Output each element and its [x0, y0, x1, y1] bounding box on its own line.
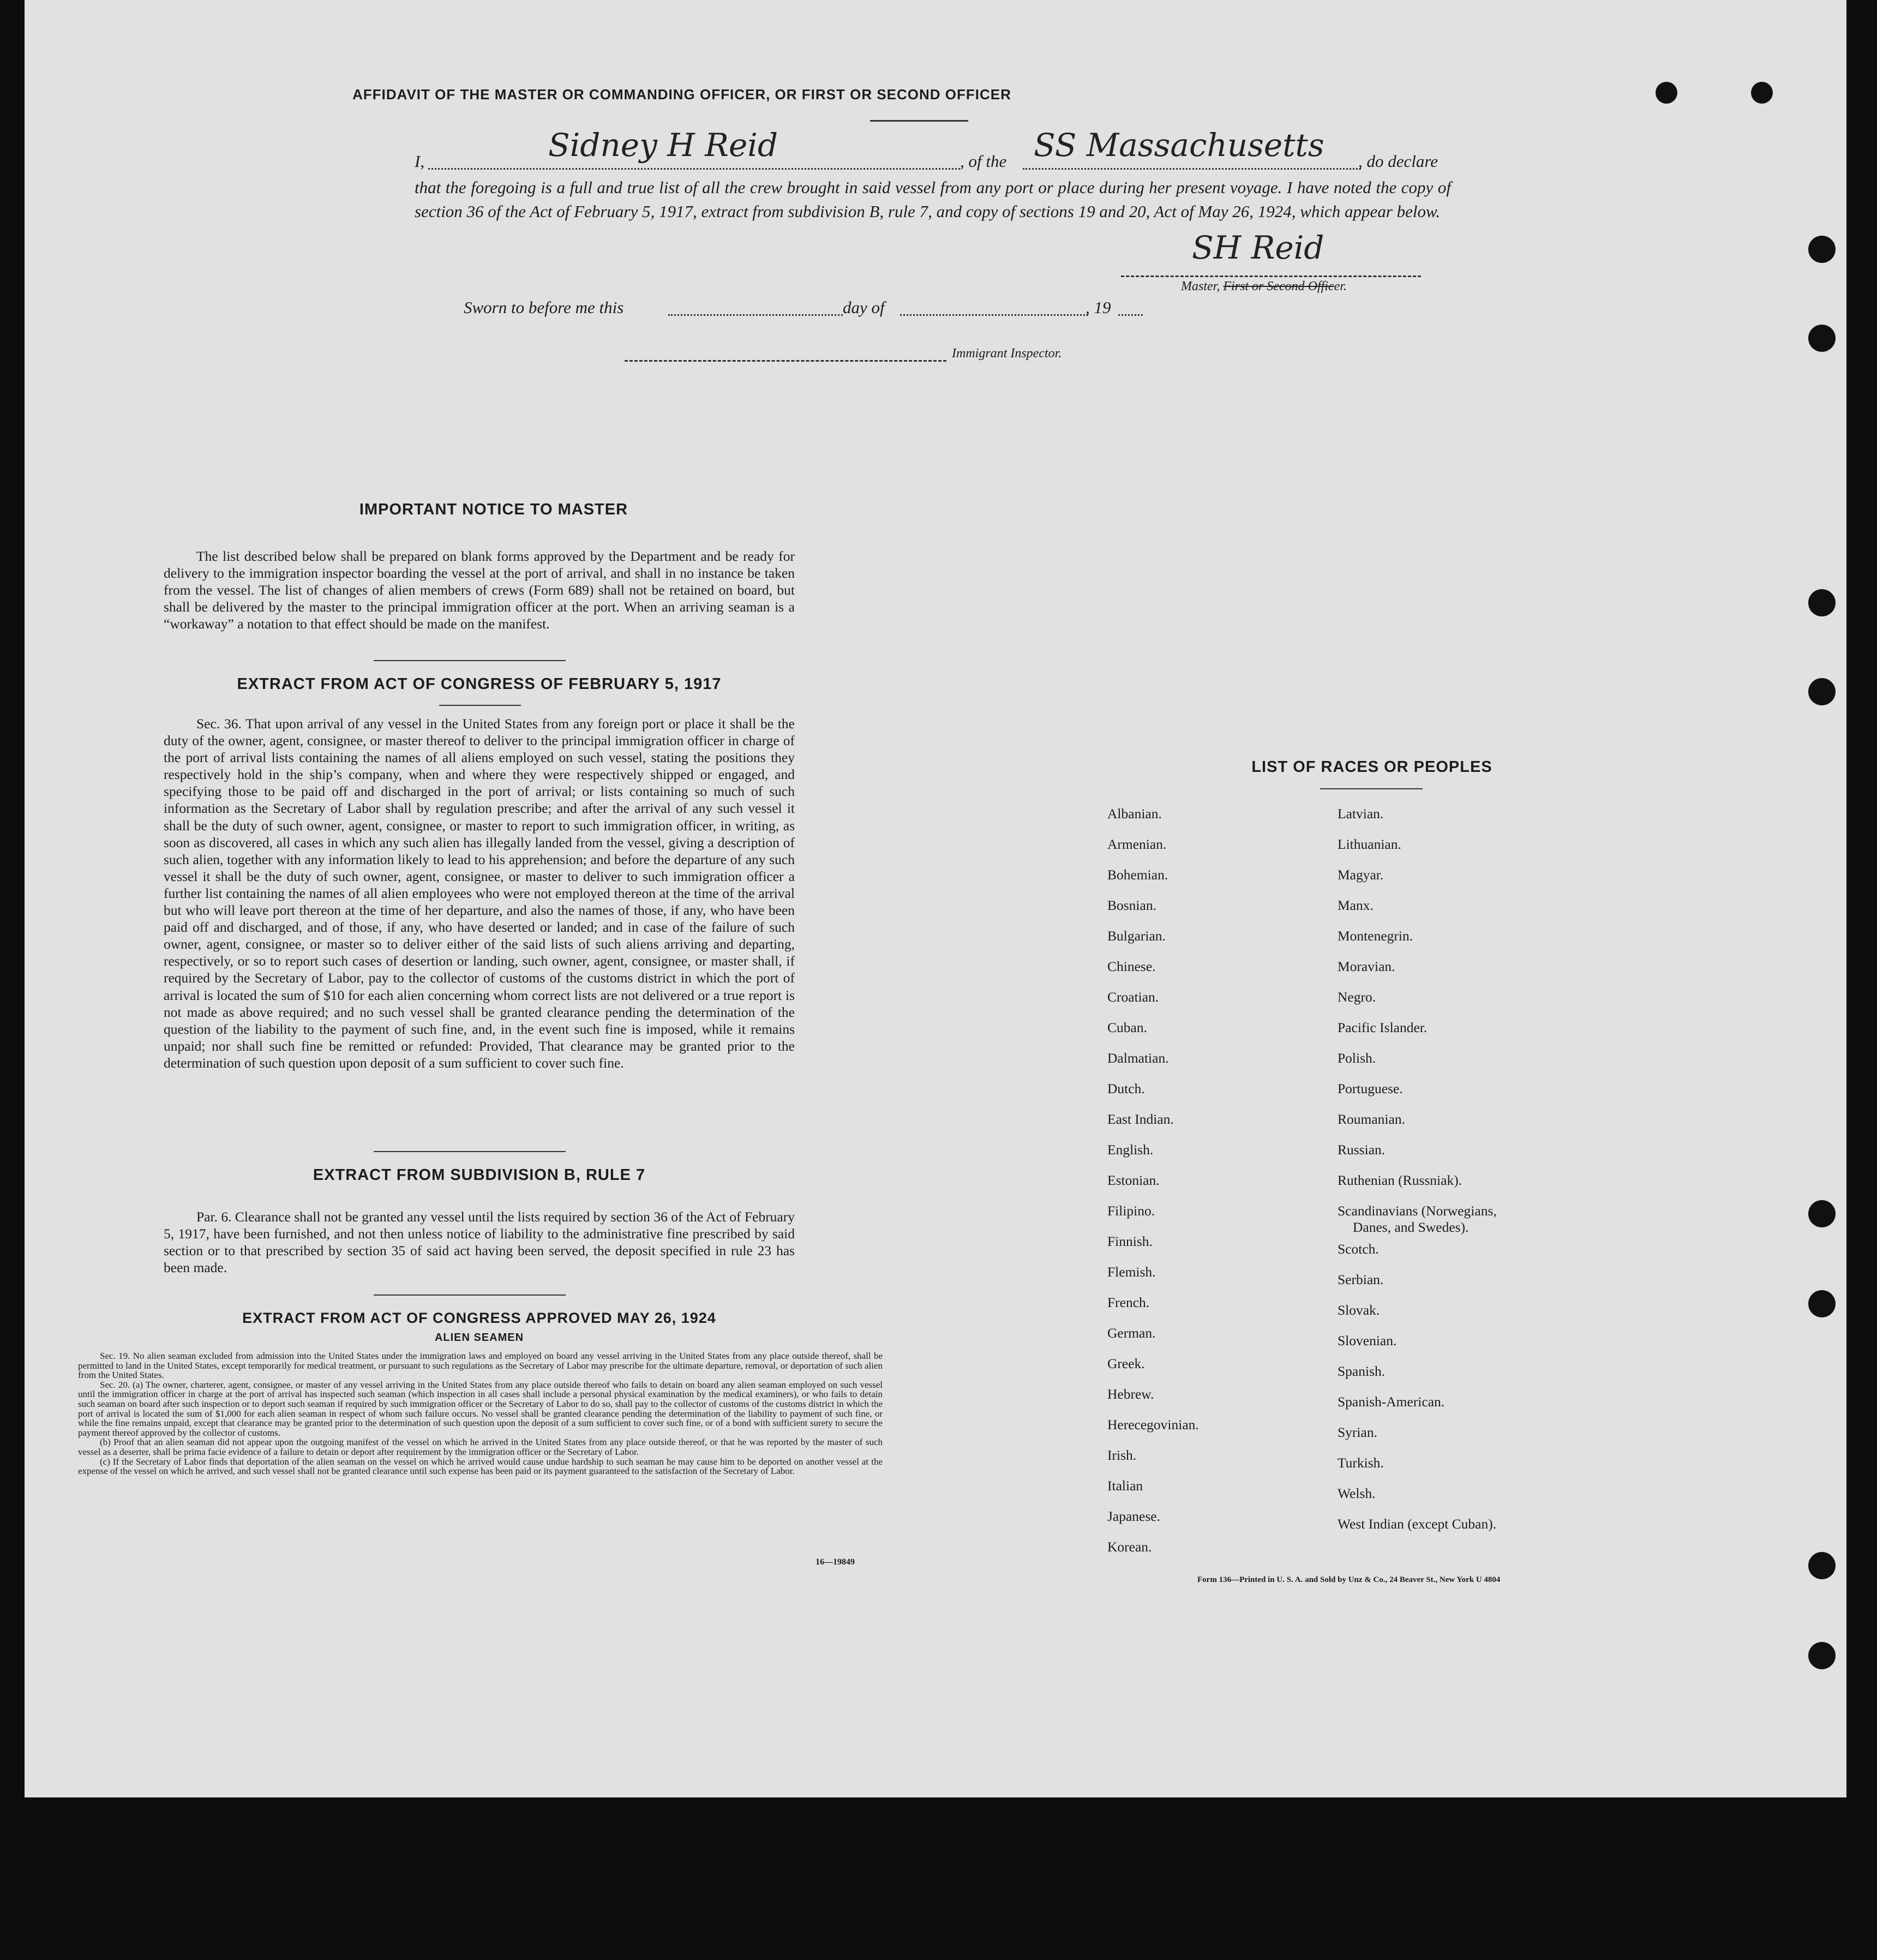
- race-item: Polish.: [1338, 1050, 1376, 1066]
- race-item: Finnish.: [1107, 1233, 1153, 1249]
- punch-hole: [1656, 82, 1677, 104]
- punch-hole: [1808, 325, 1836, 352]
- sworn-year: , 19: [1086, 298, 1111, 317]
- race-item: Filipino.: [1107, 1203, 1155, 1219]
- section-divider: [374, 660, 566, 661]
- race-item: Dutch.: [1107, 1081, 1145, 1096]
- affidavit-paragraph: that the foregoing is a full and true list of all the crew brought in said vessel from any port or place during her present voyage. I have noted the copy of section 36 of the Act of February 5, 1917, extract from subdivision B, rule 7, and copy of sections 19 and 20, Act of May 26, 1924, which appear below.: [415, 178, 1451, 221]
- race-item: Albanian.: [1107, 806, 1162, 822]
- punch-hole: [1808, 1290, 1836, 1317]
- inspector-label: Immigrant Inspector.: [952, 346, 1062, 361]
- race-item: Bulgarian.: [1107, 928, 1166, 944]
- race-item: Italian: [1107, 1478, 1143, 1494]
- sec-20c-text: (c) If the Secretary of Labor finds that deportation of the alien seaman on the vessel on which he arrived would cause undue hardship to such seaman he may cause him to be deported on another vessel at the expense of the vessel on which he arrived, and such vessel shall not be granted clearance until such expense has been paid or its payment guaranteed to the satisfaction of the Secretary of Labor.: [78, 1456, 883, 1477]
- extract-1924-text: [78, 1351, 883, 1476]
- extract-1924-title: EXTRACT FROM ACT OF CONGRESS APPROVED MAY 26, 1924: [242, 1310, 716, 1326]
- race-item: Herecegovinian.: [1107, 1417, 1199, 1432]
- race-item: Scotch.: [1338, 1241, 1379, 1257]
- sec-20b-text: (b) Proof that an alien seaman did not appear upon the outgoing manifest of the vessel on which he arrived in the United States from any place outside thereof, or that he was reported by the master of such vessel as a deserter, shall be prima facie evidence of a failure to detain or deport after requirement by the immigration officer or the Secretary of Labor.: [78, 1437, 883, 1457]
- race-item: Serbian.: [1338, 1272, 1384, 1287]
- race-item: Chinese.: [1107, 958, 1156, 974]
- race-item: Spanish.: [1338, 1363, 1386, 1379]
- rule-7-text: Par. 6. Clearance shall not be granted any vessel until the lists required by section 36 of the Act of February 5, 1917, have been furnished, and not then unless notice of liability to the administrative fine prescribed by said section or to that prescribed by section 35 of said act having been served, the deposit specified in rule 23 has been made.: [164, 1209, 795, 1276]
- sworn-prefix: Sworn to before me this: [464, 298, 624, 317]
- race-item: Ruthenian (Russniak).: [1338, 1172, 1462, 1188]
- race-item: Greek.: [1107, 1356, 1145, 1371]
- race-item: Croatian.: [1107, 989, 1159, 1005]
- race-item: Hebrew.: [1107, 1386, 1154, 1402]
- race-item: Russian.: [1338, 1142, 1386, 1158]
- punch-hole: [1808, 1642, 1836, 1669]
- caption-struck: First or Second Offic: [1223, 279, 1334, 293]
- race-item: Korean.: [1107, 1539, 1152, 1555]
- signature-line: [1121, 275, 1421, 277]
- race-item: Portuguese.: [1338, 1081, 1403, 1096]
- race-item: Syrian.: [1338, 1424, 1377, 1440]
- punch-hole: [1808, 589, 1836, 616]
- vessel-name-handwriting: SS Massachusetts: [1034, 127, 1324, 164]
- race-item: Turkish.: [1338, 1455, 1384, 1471]
- race-item: Slovenian.: [1338, 1333, 1397, 1348]
- affidavit-title: AFFIDAVIT OF THE MASTER OR COMMANDING OFFICER, OR FIRST OR SECOND OFFICER: [352, 86, 1011, 103]
- section-divider: [374, 1151, 566, 1152]
- extract-1924-subtitle: ALIEN SEAMEN: [434, 1332, 524, 1344]
- race-item: Dalmatian.: [1107, 1050, 1169, 1066]
- rule-7-title: EXTRACT FROM SUBDIVISION B, RULE 7: [313, 1166, 646, 1184]
- sworn-year-blank: [1118, 314, 1143, 316]
- race-item: Japanese.: [1107, 1508, 1160, 1524]
- punch-hole: [1808, 1200, 1836, 1227]
- sworn-month-blank: [900, 314, 1088, 316]
- race-item: Flemish.: [1107, 1264, 1156, 1280]
- affidavit-do-declare: , do declare: [1358, 152, 1438, 171]
- race-item: Manx.: [1338, 897, 1374, 913]
- race-item: Latvian.: [1338, 806, 1384, 822]
- race-item: English.: [1107, 1142, 1154, 1158]
- race-item: Welsh.: [1338, 1485, 1376, 1501]
- sec-20a-text: Sec. 20. (a) The owner, charterer, agent, consignee, or master of any vessel arriving in the United States from any place outside thereof who fails to detain on board any alien seaman employed on such vessel until the immigration officer in charge at the port of arrival has inspected such seaman (which inspection in all cases shall include a personal physical examination by the medical examiners), or who fails to detain such seaman on board after such inspection or to deport such seaman if required by such immigration officer or the Secretary of Labor to do so, shall pay to the collector of customs of the customs district in which the port of arrival is located the sum of $1,000 for each alien seaman in respect of whom such failure occurs. No vessel shall be granted clearance pending the determination of the liability to payment of such fine, or while the fine remains unpaid, except that clearance may be granted prior to the determination of such question upon the deposit of a sum sufficient to cover such fine, or of a bond with sufficient surety to secure the payment thereof approved by the collector of customs.: [78, 1379, 883, 1438]
- caption-master: Master,: [1181, 279, 1224, 293]
- notice-text: The list described below shall be prepared on blank forms approved by the Department and be ready for delivery to the immigration inspector boarding the vessel at the port of arrival, and shall in no instance be taken from the vessel. The list of changes of alien members of crews (Form 689) shall not be retained on board, but shall be delivered by the master to the principal immigration officer at the port. When an arriving seaman is a “workaway” a notation to that effect should be made on the manifest.: [164, 548, 795, 632]
- punch-hole: [1808, 678, 1836, 705]
- race-item: Estonian.: [1107, 1172, 1160, 1188]
- punch-hole: [1808, 1552, 1836, 1579]
- race-item: French.: [1107, 1294, 1150, 1310]
- race-item: Cuban.: [1107, 1020, 1147, 1035]
- form-printer-note: Form 136—Printed in U. S. A. and Sold by Unz & Co., 24 Beaver St., New York U 4804: [1197, 1575, 1501, 1584]
- affidavit-of-the: , of the: [960, 152, 1007, 171]
- race-item: Moravian.: [1338, 958, 1395, 974]
- race-item: Armenian.: [1107, 836, 1167, 852]
- punch-hole: [1751, 82, 1773, 104]
- extract-1917-title: EXTRACT FROM ACT OF CONGRESS OF FEBRUARY 5, 1917: [237, 675, 722, 693]
- race-item: Slovak.: [1338, 1302, 1380, 1318]
- race-item: Bohemian.: [1107, 867, 1168, 883]
- race-item: Montenegrin.: [1338, 928, 1413, 944]
- race-item: Spanish-American.: [1338, 1394, 1445, 1410]
- title-divider: [1320, 788, 1423, 789]
- vessel-blank-line: [1023, 168, 1361, 170]
- sworn-day-of: day of: [843, 298, 885, 317]
- inspector-signature-line: [625, 360, 946, 362]
- races-title: LIST OF RACES OR PEOPLES: [1251, 758, 1492, 776]
- race-item: Danes, and Swedes).: [1353, 1219, 1469, 1235]
- race-item: Lithuanian.: [1338, 836, 1401, 852]
- name-blank-line: [428, 168, 960, 170]
- race-item: Magyar.: [1338, 867, 1384, 883]
- affidavit-i: I,: [415, 152, 425, 171]
- race-item: German.: [1107, 1325, 1156, 1341]
- race-item: Pacific Islander.: [1338, 1020, 1428, 1035]
- sec-19-text: Sec. 19. No alien seaman excluded from admission into the United States under the immigration laws and employed on board any vessel arriving in the United States from any place outside thereof, shall be permitted to land in the United States, except temporarily for medical treatment, or pursuant to such regulations as the Secretary of Labor may prescribe for the ultimate departure, removal, or deportation of such alien from the United States.: [78, 1351, 883, 1381]
- punch-hole: [1808, 236, 1836, 263]
- title-divider: [439, 705, 521, 706]
- extract-1917-text: Sec. 36. That upon arrival of any vessel in the United States from any foreign port or place it shall be the duty of the owner, agent, consignee, or master thereof to deliver to the principal immigration officer in charge of the port of arrival lists containing the names of all aliens employed on such vessel, stating the positions they respectively hold in the ship’s company, when and where they were respectively shipped or engaged, and specifying those to be paid off and discharged in the port of arrival; or lists containing so much of such information as the Secretary of Labor shall by regulation prescribe; and after the arrival of any such vessel it shall be the duty of such owner, agent, consignee, or master to report to such immigration officer, in writing, as soon as discovered, all cases in which any such alien has illegally landed from the vessel, giving a description of such alien, together with any information likely to lead to his apprehension; and before the departure of any such vessel it shall be the duty of such owner, agent, consignee, or master to deliver to such immigration officer a further list containing the names of all alien employees who were not employed thereon at the time of the arrival but who will leave port thereon at the time of her departure, and also the names of those, if any, who have been paid off and discharged, and of those, if any, who have deserted or landed; and in case of the failure of such owner, agent, consignee, or master so to deliver either of the said lists of such aliens arriving and departing, respectively, or so to report such cases of desertion or landing, such owner, agent, consignee, or master shall, if required by the Secretary of Labor, pay to the collector of customs of the customs district in which the port of arrival is located the sum of $10 for each alien concerning whom correct lists are not delivered or a true report is not made as above required; and no such vessel shall be granted clearance pending the determination of the question of the liability to the payment of such fine, and, in the event such fine is imposed, while it remains unpaid; nor shall such fine be remitted or refunded: Provided, That clearance may be granted prior to the determination of such question upon deposit of a sum sufficient to cover such fine.: [164, 716, 795, 1071]
- race-item: Bosnian.: [1107, 897, 1156, 913]
- master-signature: SH Reid: [1192, 229, 1324, 266]
- sworn-day-blank: [668, 314, 843, 316]
- form-code: 16—19849: [815, 1557, 855, 1567]
- race-item: Roumanian.: [1338, 1111, 1405, 1127]
- race-item: West Indian (except Cuban).: [1338, 1516, 1497, 1532]
- section-divider: [374, 1294, 566, 1296]
- document-page: [25, 0, 1846, 1797]
- race-item: Scandinavians (Norwegians,: [1338, 1203, 1497, 1219]
- title-divider: [870, 120, 968, 122]
- notice-title: IMPORTANT NOTICE TO MASTER: [359, 501, 628, 518]
- race-item: East Indian.: [1107, 1111, 1174, 1127]
- race-item: Negro.: [1338, 989, 1376, 1005]
- master-name-handwriting: Sidney H Reid: [548, 127, 778, 164]
- race-item: Irish.: [1107, 1447, 1137, 1463]
- caption-suffix: er.: [1334, 279, 1347, 293]
- signature-caption: [1181, 279, 1347, 294]
